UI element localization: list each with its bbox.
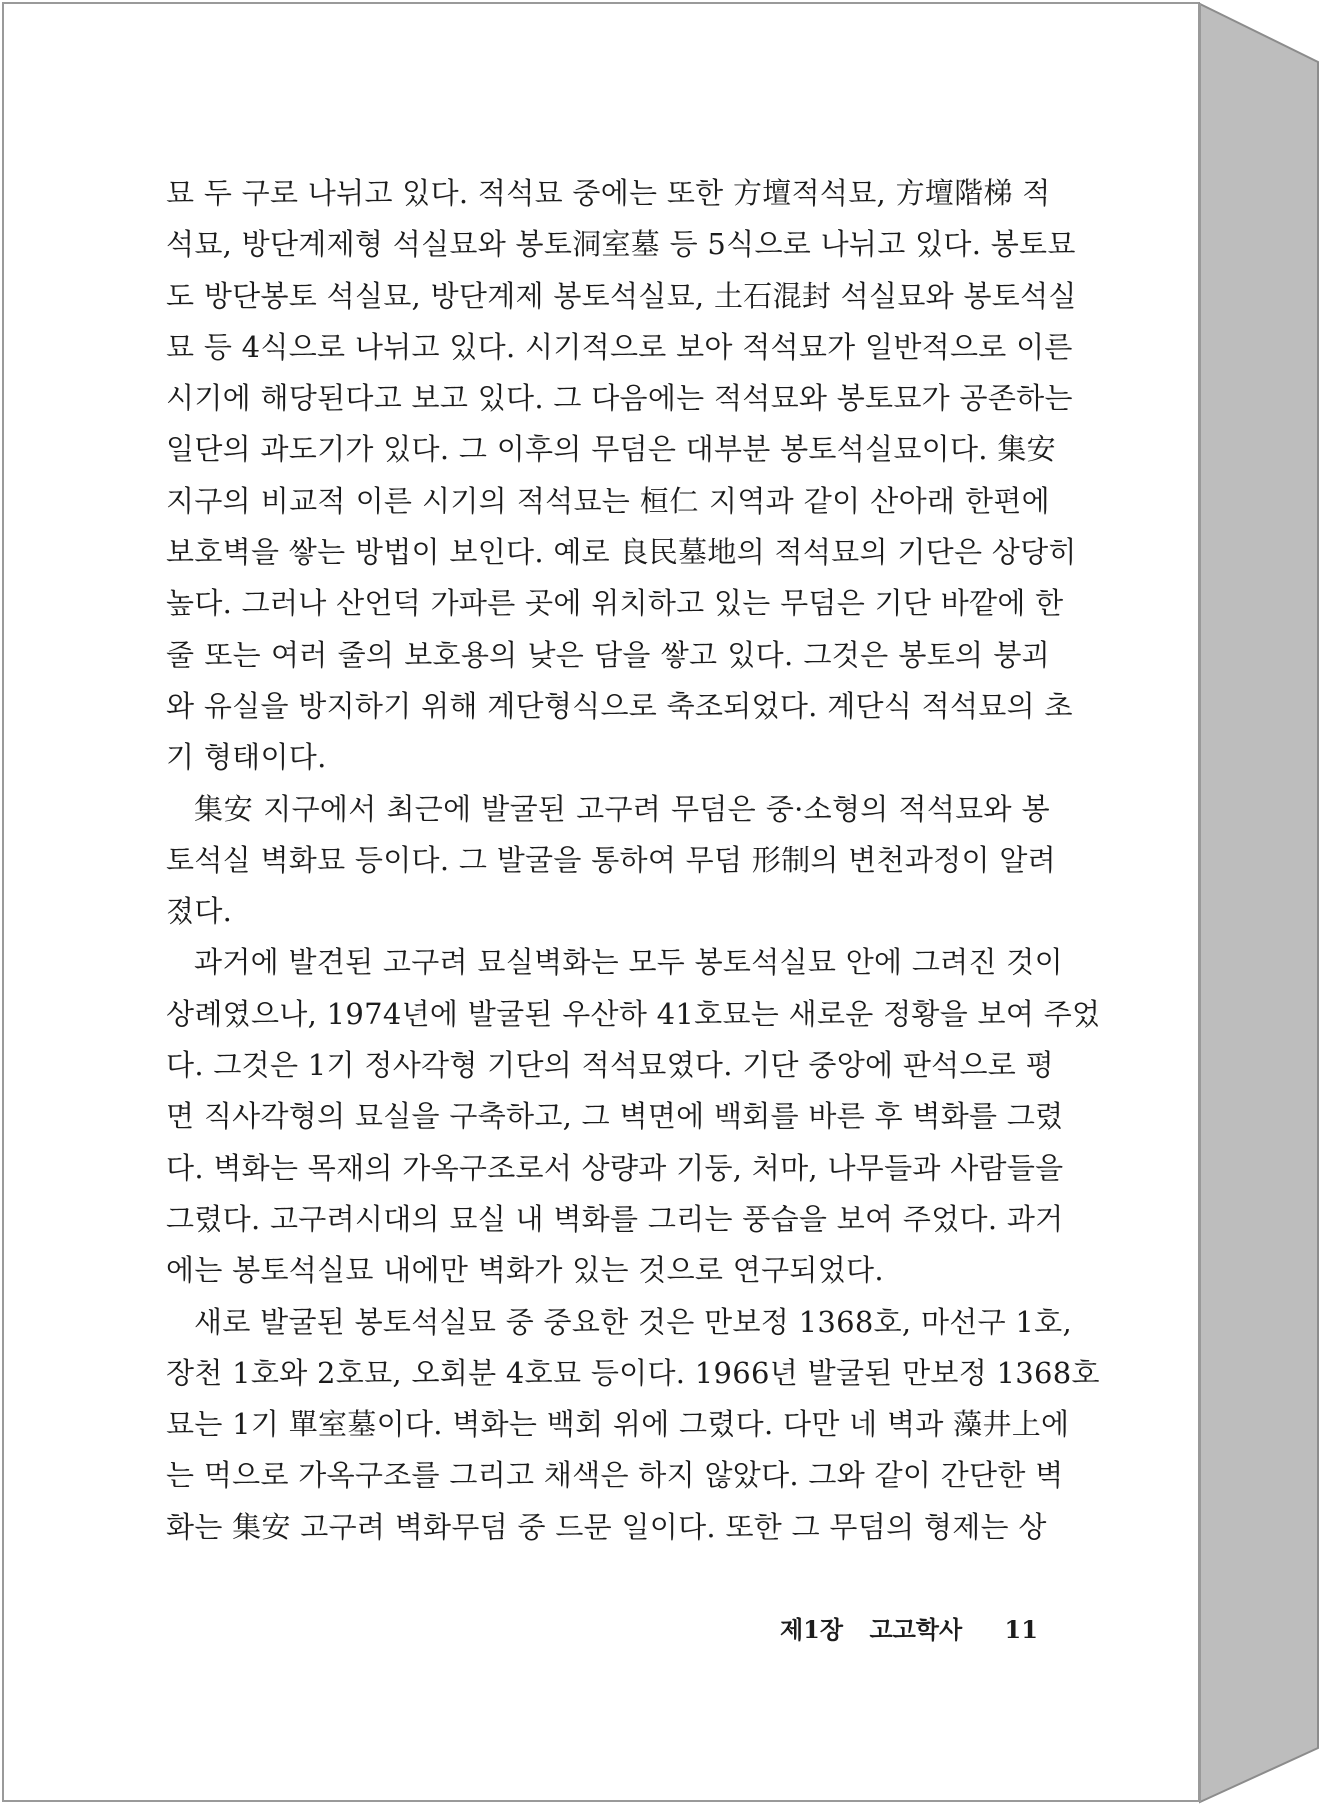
text-line: 면 직사각형의 묘실을 구축하고, 그 벽면에 백회를 바른 후 벽화를 그렸 (166, 1099, 1064, 1134)
text-line: 다. 벽화는 목재의 가옥구조로서 상량과 기둥, 처마, 나무들과 사람들을 (166, 1150, 1064, 1185)
body-text (166, 168, 1101, 1553)
text-line: 석묘, 방단계제형 석실묘와 봉토洞室墓 등 5식으로 나뉘고 있다. 봉토묘 (166, 227, 1076, 262)
text-line: 集安 지구에서 최근에 발굴된 고구려 무덤은 중·소형의 적석묘와 봉 (194, 791, 1050, 826)
text-line: 묘 두 구로 나뉘고 있다. 적석묘 중에는 또한 方壇적석묘, 方壇階梯 적 (166, 176, 1051, 210)
text-line: 그렸다. 고구려시대의 묘실 내 벽화를 그리는 풍습을 보여 주었다. 과거 (166, 1201, 1064, 1236)
text-line: 새로 발굴된 봉토석실묘 중 중요한 것은 만보정 1368호, 마선구 1호, (194, 1304, 1072, 1339)
paragraph (166, 1297, 1100, 1553)
text-line: 화는 集安 고구려 벽화무덤 중 드문 일이다. 또한 그 무덤의 형제는 상 (166, 1509, 1047, 1544)
page-footer (780, 1610, 1038, 1645)
text-line: 기 형태이다. (166, 740, 327, 775)
text-line: 와 유실을 방지하기 위해 계단형식으로 축조되었다. 계단식 적석묘의 초 (166, 688, 1073, 723)
text-line: 는 먹으로 가옥구조를 그리고 채색은 하지 않았다. 그와 같이 간단한 벽 (166, 1458, 1064, 1493)
text-line: 상례였으나, 1974년에 발굴된 우산하 41호묘는 새로운 정황을 보여 주었 (166, 996, 1101, 1031)
paragraph (166, 937, 1101, 1296)
text-line: 묘 등 4식으로 나뉘고 있다. 시기적으로 보아 적석묘가 일반적으로 이른 (166, 329, 1073, 364)
text-line: 토석실 벽화묘 등이다. 그 발굴을 통하여 무덤 形制의 변천과정이 알려 (166, 842, 1056, 877)
text-line: 묘는 1기 單室墓이다. 벽화는 백회 위에 그렸다. 다만 네 벽과 藻井上에 (166, 1407, 1070, 1442)
text-line: 다. 그것은 1기 정사각형 기단의 적석묘였다. 기단 중앙에 판석으로 평 (166, 1048, 1054, 1083)
text-line: 높다. 그러나 산언덕 가파른 곳에 위치하고 있는 무덤은 기단 바깥에 한 (166, 586, 1064, 621)
text-line: 보호벽을 쌓는 방법이 보인다. 예로 良民墓地의 적석묘의 기단은 상당히 (166, 535, 1077, 570)
text-line: 일단의 과도기가 있다. 그 이후의 무덤은 대부분 봉토석실묘이다. 集安 (166, 432, 1056, 467)
paragraph (166, 784, 1056, 938)
text-line: 장천 1호와 2호묘, 오회분 4호묘 등이다. 1966년 발굴된 만보정 1368호 (166, 1355, 1100, 1390)
footer-chapter: 제1장 (780, 1615, 844, 1644)
text-line: 줄 또는 여러 줄의 보호용의 낮은 담을 쌓고 있다. 그것은 봉토의 붕괴 (166, 637, 1050, 672)
text-line: 과거에 발견된 고구려 묘실벽화는 모두 봉토석실묘 안에 그려진 것이 (194, 945, 1063, 980)
text-line: 시기에 해당된다고 보고 있다. 그 다음에는 적석묘와 봉토묘가 공존하는 (166, 381, 1073, 416)
footer-chapter-title: 고고학사 (869, 1615, 963, 1644)
paragraph (166, 168, 1077, 784)
text-line: 졌다. (166, 894, 233, 929)
page-number: 11 (1004, 1615, 1038, 1644)
text-line: 에는 봉토석실묘 내에만 벽화가 있는 것으로 연구되었다. (166, 1253, 884, 1288)
text-line: 지구의 비교적 이른 시기의 적석묘는 桓仁 지역과 같이 산아래 한편에 (166, 483, 1050, 518)
text-line: 도 방단봉토 석실묘, 방단계제 봉토석실묘, 土石混封 석실묘와 봉토석실 (166, 278, 1077, 313)
